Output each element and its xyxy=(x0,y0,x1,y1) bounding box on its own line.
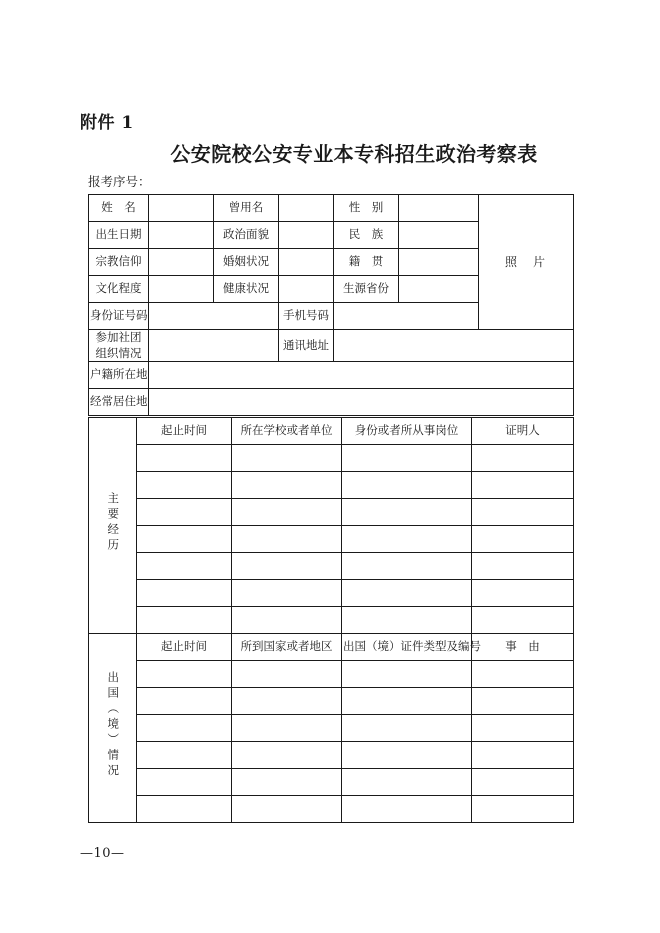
id-number-label: 身份证号码 xyxy=(89,303,149,330)
main-experience-cell[interactable] xyxy=(472,580,574,607)
abroad-travel-cell[interactable] xyxy=(342,769,472,796)
abroad-travel-cell[interactable] xyxy=(232,688,342,715)
abroad-travel-cell[interactable] xyxy=(232,742,342,769)
mailing-address-label: 通讯地址 xyxy=(279,330,334,362)
table-row xyxy=(89,661,574,688)
table-row xyxy=(89,445,574,472)
main-experience-side-label-text: 主要经历 xyxy=(106,492,121,555)
main-experience-cell[interactable] xyxy=(232,472,342,499)
table-row xyxy=(89,742,574,769)
main-experience-cell[interactable] xyxy=(232,526,342,553)
main-experience-cell[interactable] xyxy=(472,499,574,526)
main-experience-cell[interactable] xyxy=(137,553,232,580)
marital-status-value[interactable] xyxy=(279,249,334,276)
table-row xyxy=(89,580,574,607)
table-row xyxy=(89,362,574,389)
ethnicity-value[interactable] xyxy=(399,222,479,249)
main-experience-column-header: 起止时间 xyxy=(137,418,232,445)
native-place-label: 籍 贯 xyxy=(334,249,399,276)
table-row xyxy=(89,526,574,553)
political-status-label: 政治面貌 xyxy=(214,222,279,249)
abroad-travel-column-header: 起止时间 xyxy=(137,634,232,661)
abroad-travel-cell[interactable] xyxy=(472,769,574,796)
gender-label: 性 别 xyxy=(334,195,399,222)
health-value[interactable] xyxy=(279,276,334,303)
main-experience-cell[interactable] xyxy=(137,580,232,607)
former-name-value[interactable] xyxy=(279,195,334,222)
main-experience-cell[interactable] xyxy=(472,607,574,634)
main-experience-cell[interactable] xyxy=(232,553,342,580)
household-location-value[interactable] xyxy=(149,362,574,389)
main-experience-cell[interactable] xyxy=(137,526,232,553)
id-number-value[interactable] xyxy=(149,303,279,330)
abroad-travel-column-header: 事 由 xyxy=(472,634,574,661)
abroad-travel-side-label-text: 出国（境）情况 xyxy=(106,671,121,780)
political-status-value[interactable] xyxy=(279,222,334,249)
abroad-travel-cell[interactable] xyxy=(137,769,232,796)
main-experience-cell[interactable] xyxy=(137,472,232,499)
abroad-travel-cell[interactable] xyxy=(137,715,232,742)
abroad-travel-column-header: 出国（境）证件类型及编号 xyxy=(342,634,472,661)
main-experience-cell[interactable] xyxy=(342,607,472,634)
main-experience-cell[interactable] xyxy=(472,472,574,499)
club-participation-value[interactable] xyxy=(149,330,279,362)
table-row xyxy=(89,634,574,661)
health-label: 健康状况 xyxy=(214,276,279,303)
abroad-travel-side-label xyxy=(89,634,137,823)
attachment-label: 附件 1 xyxy=(80,113,134,133)
serial-number-label: 报考序号： xyxy=(88,174,151,189)
abroad-travel-cell[interactable] xyxy=(472,715,574,742)
abroad-travel-cell[interactable] xyxy=(232,661,342,688)
table-row xyxy=(89,499,574,526)
phone-value[interactable] xyxy=(334,303,479,330)
name-label: 姓 名 xyxy=(89,195,149,222)
club-participation-label-line2: 组织情况 xyxy=(95,345,142,360)
abroad-travel-cell[interactable] xyxy=(137,796,232,823)
main-experience-cell[interactable] xyxy=(232,499,342,526)
abroad-travel-cell[interactable] xyxy=(342,742,472,769)
education-label: 文化程度 xyxy=(89,276,149,303)
main-experience-cell[interactable] xyxy=(472,553,574,580)
club-participation-label xyxy=(89,330,149,362)
religion-label: 宗教信仰 xyxy=(89,249,149,276)
main-experience-cell[interactable] xyxy=(342,472,472,499)
abroad-travel-column-header: 所到国家或者地区 xyxy=(232,634,342,661)
native-place-value[interactable] xyxy=(399,249,479,276)
table-row xyxy=(89,330,574,362)
main-experience-cell[interactable] xyxy=(342,526,472,553)
main-experience-column-header: 所在学校或者单位 xyxy=(232,418,342,445)
abroad-travel-cell[interactable] xyxy=(472,688,574,715)
table-row xyxy=(89,553,574,580)
table-row xyxy=(89,796,574,823)
table-row xyxy=(89,389,574,416)
main-experience-cell[interactable] xyxy=(232,580,342,607)
ethnicity-label: 民 族 xyxy=(334,222,399,249)
mailing-address-value[interactable] xyxy=(334,330,574,362)
table-row xyxy=(89,195,574,222)
table-row xyxy=(89,715,574,742)
birthdate-value[interactable] xyxy=(149,222,214,249)
main-experience-cell[interactable] xyxy=(232,445,342,472)
household-location-label: 户籍所在地 xyxy=(89,362,149,389)
table-row xyxy=(89,688,574,715)
marital-status-label: 婚姻状况 xyxy=(214,249,279,276)
main-experience-column-header: 身份或者所从事岗位 xyxy=(342,418,472,445)
abroad-travel-cell[interactable] xyxy=(472,661,574,688)
main-experience-cell[interactable] xyxy=(342,445,472,472)
table-row xyxy=(89,418,574,445)
abroad-travel-cell[interactable] xyxy=(342,661,472,688)
page-number: —10— xyxy=(80,846,125,861)
residence-location-label: 经常居住地 xyxy=(89,389,149,416)
abroad-travel-cell[interactable] xyxy=(232,796,342,823)
main-experience-cell[interactable] xyxy=(342,499,472,526)
abroad-travel-cell[interactable] xyxy=(137,742,232,769)
page-title: 公安院校公安专业本专科招生政治考察表 xyxy=(170,142,538,166)
main-experience-cell[interactable] xyxy=(342,580,472,607)
photo-cell: 照 片 xyxy=(479,195,574,330)
abroad-travel-cell[interactable] xyxy=(342,796,472,823)
main-experience-cell[interactable] xyxy=(342,553,472,580)
main-experience-cell[interactable] xyxy=(137,445,232,472)
religion-value[interactable] xyxy=(149,249,214,276)
main-experience-column-header: 证明人 xyxy=(472,418,574,445)
club-participation-label-line1: 参加社团 xyxy=(95,330,142,344)
abroad-travel-cell[interactable] xyxy=(232,715,342,742)
name-value[interactable] xyxy=(149,195,214,222)
main-experience-cell[interactable] xyxy=(137,607,232,634)
phone-label: 手机号码 xyxy=(279,303,334,330)
education-value[interactable] xyxy=(149,276,214,303)
abroad-travel-cell[interactable] xyxy=(137,661,232,688)
main-experience-cell[interactable] xyxy=(137,499,232,526)
main-experience-cell[interactable] xyxy=(472,445,574,472)
main-experience-side-label xyxy=(89,418,137,634)
main-experience-cell[interactable] xyxy=(232,607,342,634)
abroad-travel-cell[interactable] xyxy=(472,742,574,769)
main-experience-cell[interactable] xyxy=(472,526,574,553)
table-row xyxy=(89,472,574,499)
abroad-travel-cell[interactable] xyxy=(472,796,574,823)
table-row xyxy=(89,607,574,634)
abroad-travel-cell[interactable] xyxy=(342,715,472,742)
abroad-travel-cell[interactable] xyxy=(137,688,232,715)
gender-value[interactable] xyxy=(399,195,479,222)
source-province-value[interactable] xyxy=(399,276,479,303)
former-name-label: 曾用名 xyxy=(214,195,279,222)
abroad-travel-cell[interactable] xyxy=(342,688,472,715)
experience-and-abroad-table xyxy=(88,417,574,823)
birthdate-label: 出生日期 xyxy=(89,222,149,249)
source-province-label: 生源省份 xyxy=(334,276,399,303)
table-row xyxy=(89,769,574,796)
residence-location-value[interactable] xyxy=(149,389,574,416)
basic-info-table xyxy=(88,194,574,416)
abroad-travel-cell[interactable] xyxy=(232,769,342,796)
